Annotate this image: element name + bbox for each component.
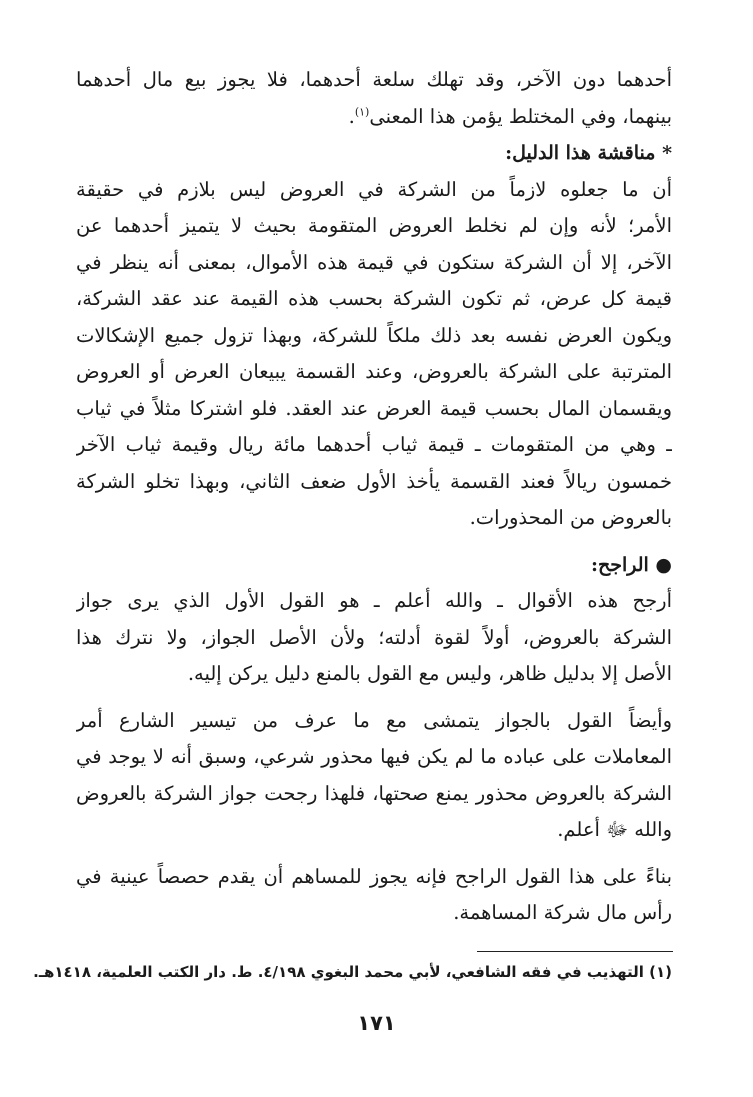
- text-span: .: [348, 104, 355, 128]
- text-line: ويكون العرض نفسه بعد ذلك ملكاً للشركة، وبهذا تزول جميع الإشكالات: [76, 323, 672, 347]
- text-line: الشركة بالعروض، أولاً لقوة أدلته؛ ولأن الأصل الجواز، ولا نترك هذا: [76, 625, 672, 649]
- text-line: والله ﷻ أعلم.: [557, 818, 672, 841]
- footnote: (١) التهذيب في فقه الشافعي، لأبي محمد البغوي ٤/١٩٨. ط. دار الكتب العلمية، ١٤١٨هـ.: [33, 963, 672, 981]
- main-text: [76, 62, 672, 932]
- text-line: بالعروض من المحذورات.: [469, 506, 672, 529]
- text-line: أن ما جعلوه لازماً من الشركة في العروض ليس بلازم في حقيقة: [76, 177, 672, 201]
- text-line: المعاملات على عباده ما لم يكن فيها محذور شرعي، وسبق أنه لا يوجد في: [76, 745, 672, 768]
- footnote-reference: (١): [354, 105, 370, 118]
- text-line: رأس مال شركة المساهمة.: [453, 901, 672, 924]
- text-line: بناءً على هذا القول الراجح فإنه يجوز للمساهم أن يقدم حصصاً عينية في: [76, 864, 672, 888]
- page-number: ١٧١: [357, 1011, 396, 1035]
- text-line: ويقسمان المال بحسب قيمة العرض عند العقد. فلو اشتركا مثلاً في ثياب: [76, 396, 672, 420]
- text-line: الأصل إلا بدليل ظاهر، وليس مع القول بالمنع دليل يركن إليه.: [187, 662, 672, 685]
- text-line: أرجح هذه الأقوال ـ والله أعلم ـ هو القول الأول الذي يرى جواز: [76, 589, 672, 612]
- paragraph-gap: [76, 849, 672, 859]
- preferred-heading: ● الراجح:: [590, 553, 672, 576]
- text-line: [76, 99, 672, 136]
- section-gap: [76, 537, 672, 547]
- text-line: وأيضاً القول بالجواز يتمشى مع ما عرف من تيسير الشارع أمر: [76, 708, 672, 732]
- text-line: ـ وهي من المتقومات ـ قيمة ثياب أحدهما مائة ريال وقيمة ثياب الآخر: [76, 433, 672, 456]
- text-span: بينهما، وفي المختلط يؤمن هذا المعنى: [369, 104, 672, 128]
- text-line: المترتبة على الشركة بالعروض، وعند القسمة يبيعان العرض أو العروض: [76, 360, 672, 383]
- text-line: الأمر؛ لأنه وإن لم نخلط العروض المتقومة بحيث لا يتميز أحدهما عن: [76, 214, 672, 237]
- footnote-divider: [477, 951, 673, 952]
- paragraph-gap: [76, 693, 672, 703]
- text-line: قيمة كل عرض، ثم تكون الشركة بحسب هذه القيمة عند عقد الشركة،: [76, 287, 672, 310]
- text-line: أحدهما دون الآخر، وقد تهلك سلعة أحدهما، فلا يجوز بيع مال أحدهما: [76, 68, 672, 91]
- text-line: خمسون ريالاً فعند القسمة يأخذ الأول ضعف الثاني، وبهذا تخلو الشركة: [76, 469, 672, 493]
- discussion-heading: * مناقشة هذا الدليل:: [505, 142, 672, 164]
- text-line: الآخر، إلا أن الشركة ستكون في قيمة هذه الأموال، بمعنى أنه ينظر في: [76, 250, 672, 274]
- text-line: الشركة بالعروض محذور يمنع صحتها، فلهذا رجحت جواز الشركة بالعروض: [76, 781, 672, 805]
